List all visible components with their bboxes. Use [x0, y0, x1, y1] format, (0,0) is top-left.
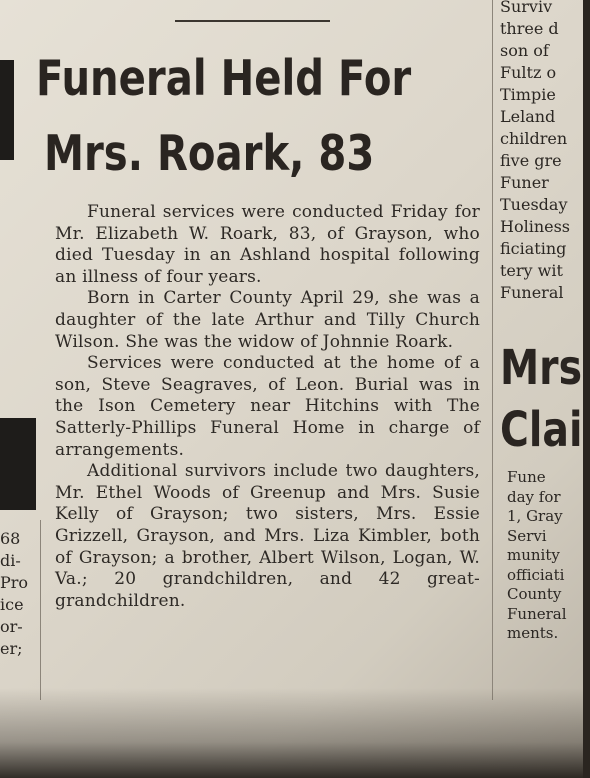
- adjacent-text-line: 68: [0, 529, 21, 548]
- adjacent-column-right-top: [500, 0, 590, 304]
- adjacent-text-line: Funeral: [500, 283, 564, 302]
- column-rule-left: [40, 520, 41, 700]
- adjacent-text-line: di-: [0, 551, 21, 570]
- adjacent-text-line: ficiating: [500, 239, 567, 258]
- adjacent-column-right-bottom: [507, 468, 587, 644]
- adjacent-text-line: day for: [507, 487, 561, 506]
- adjacent-headline-line-1: Mrs: [500, 340, 583, 396]
- adjacent-text-line: Surviv: [500, 0, 553, 16]
- adjacent-text-line: Timpie: [500, 85, 556, 104]
- adjacent-text-line: Fultz o: [500, 63, 557, 82]
- article-paragraph: Additional survivors include two daughters, Mr. Ethel Woods of Greenup and Mrs. Susie Kelly of Grayson; two sisters, Mrs. Essie Grizzell, Grayson, and Mrs. Liza Kimbler, both of Grayson; a brother, Albert Wilson, Logan, W. Va.; 20 grandchildren, and 42 great-grandchildren.: [55, 461, 480, 611]
- adjacent-text-line: Servi: [507, 526, 547, 545]
- adjacent-text-line: 1, Gray: [507, 507, 563, 525]
- adjacent-text-line: ice: [0, 595, 24, 614]
- article-paragraph: Born in Carter County April 29, she was a daughter of the late Arthur and Tilly Church Wilson. She was the widow of Johnnie Roark.: [55, 288, 480, 352]
- adjacent-text-line: Holiness: [500, 217, 571, 236]
- adjacent-text-line: Funer: [500, 173, 549, 192]
- adjacent-text-line: Leland: [500, 107, 556, 126]
- adjacent-text-line: officiati: [507, 565, 565, 584]
- top-divider: [175, 20, 330, 22]
- adjacent-photo-edge: [0, 60, 14, 160]
- headline-line-2: Mrs. Roark, 83: [44, 125, 375, 182]
- adjacent-text-line: Fune: [507, 468, 546, 486]
- adjacent-text-line: er;: [0, 639, 23, 658]
- article-paragraph: Services were conducted at the home of a son, Steve Seagraves, of Leon. Burial was in the Ison Cemetery near Hitchins with The Satterly-Phillips Funeral Home in charge of arrangements.: [55, 353, 480, 460]
- article-paragraph: Funeral services were conducted Friday for Mr. Elizabeth W. Roark, 83, of Grayson, who died Tuesday in an Ashland hospital following an illness of four years.: [55, 202, 480, 287]
- adjacent-text-line: munity: [507, 546, 560, 564]
- adjacent-photo-edge-lower: [0, 418, 36, 510]
- adjacent-headline-line-2: Clai: [500, 402, 583, 458]
- adjacent-text-line: Pro: [0, 573, 29, 592]
- article-body: [55, 202, 480, 612]
- column-rule-right: [492, 0, 493, 700]
- adjacent-text-line: or-: [0, 617, 23, 636]
- adjacent-text-line: son of: [500, 41, 549, 60]
- headline-line-1: Funeral Held For: [36, 50, 412, 107]
- adjacent-column-left: [0, 528, 36, 660]
- adjacent-text-line: children: [500, 129, 568, 148]
- adjacent-text-line: tery wit: [500, 261, 563, 280]
- adjacent-text-line: five gre: [500, 151, 562, 170]
- adjacent-text-line: ments.: [507, 624, 559, 642]
- adjacent-text-line: Funeral: [507, 604, 567, 623]
- adjacent-text-line: three d: [500, 19, 559, 38]
- adjacent-text-line: County: [507, 585, 562, 603]
- adjacent-text-line: Tuesday: [500, 195, 568, 214]
